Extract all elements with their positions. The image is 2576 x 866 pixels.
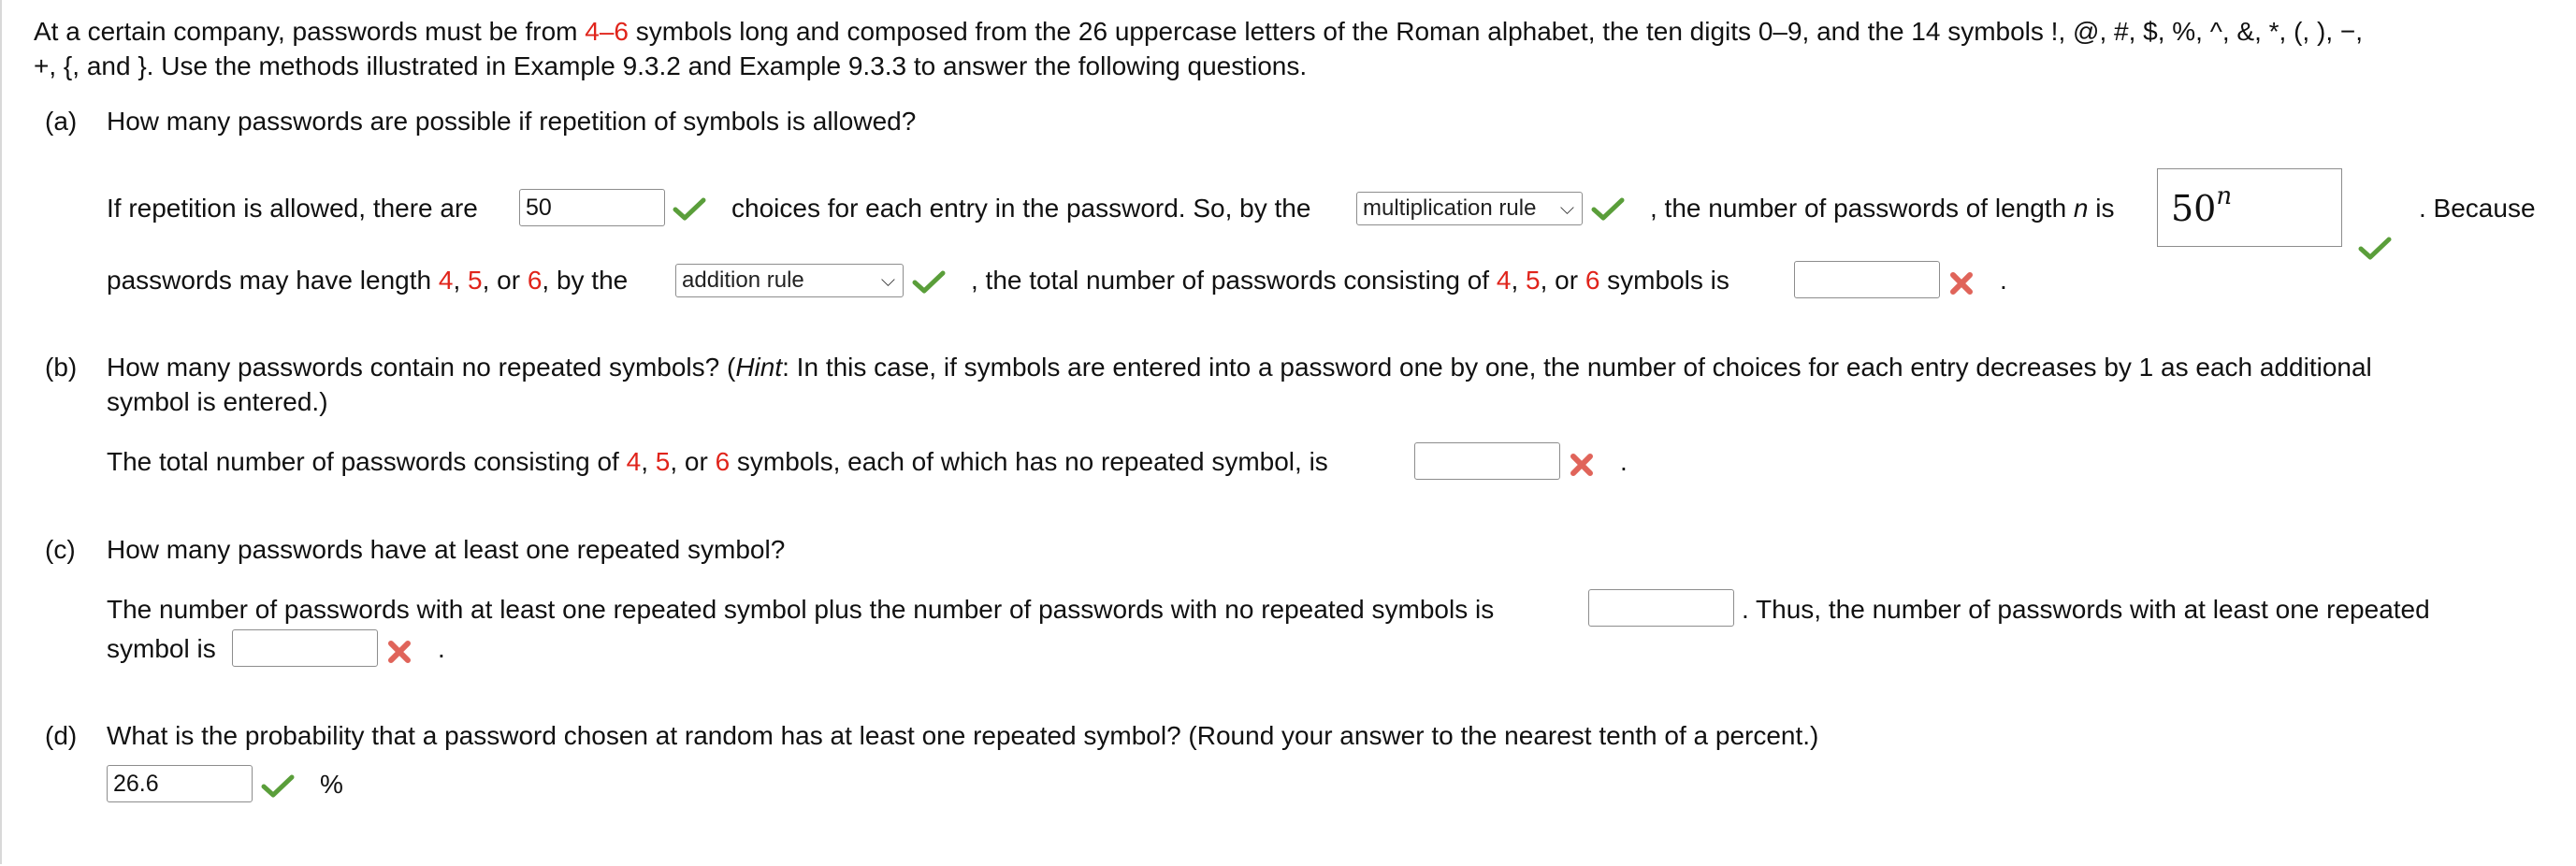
text: The total number of passwords consisting of xyxy=(107,447,627,476)
cross-icon xyxy=(385,638,413,666)
choices-per-entry-input[interactable] xyxy=(519,189,665,226)
text: passwords may have length xyxy=(107,266,439,295)
len-6: 6 xyxy=(1585,266,1600,295)
intro-line-1 xyxy=(34,14,2363,49)
part-c-label: (c) xyxy=(45,535,76,564)
math-expression xyxy=(2171,182,2232,229)
variable-n: n xyxy=(2073,194,2089,223)
counting-rule-select-2[interactable] xyxy=(675,264,904,297)
math-answer-box[interactable] xyxy=(2157,168,2342,247)
len-6: 6 xyxy=(715,447,731,476)
part-d-label: (d) xyxy=(45,721,78,750)
len-4: 4 xyxy=(626,447,642,476)
intro-line-2: +, {, and }. Use the methods illustrated in Example 9.3.2 and Example 9.3.3 to answer the following questions. xyxy=(34,51,1308,80)
select-value: multiplication rule xyxy=(1363,195,1537,221)
text: , or xyxy=(1540,266,1585,295)
text: , or xyxy=(482,266,528,295)
part-a-text-3 xyxy=(1650,194,2115,224)
len-5: 5 xyxy=(1526,266,1541,295)
part-a-label: (a) xyxy=(45,107,78,136)
math-base: 50 xyxy=(2171,188,2217,229)
text: , xyxy=(641,447,656,476)
part-a-text-2: choices for each entry in the password. So, by the xyxy=(731,194,1311,223)
length-range: 4–6 xyxy=(585,17,629,46)
part-b-question-1 xyxy=(107,353,2372,382)
len-4: 4 xyxy=(438,266,454,295)
at-least-one-repeat-input[interactable] xyxy=(232,629,378,667)
problem-intro xyxy=(34,14,2363,83)
check-icon xyxy=(1590,195,1626,223)
text: , or xyxy=(670,447,716,476)
intro-text: At a certain company, passwords must be from xyxy=(34,17,586,46)
chevron-down-icon: ⌵ xyxy=(1559,198,1574,219)
text: symbols is xyxy=(1599,266,1729,295)
counting-rule-select-1[interactable] xyxy=(1356,192,1583,225)
part-c-text-2: . Thus, the number of passwords with at least one repeated xyxy=(1742,595,2430,624)
part-a-text-6 xyxy=(971,266,1729,296)
intro-text: symbols long and composed from the 26 uppercase letters of the Roman alphabet, the ten digits 0–9, and the 14 symbols !, @, #, $, %, ^, &, *, (, ), −, xyxy=(629,17,2364,46)
text: How many passwords contain no repeated symbols? ( xyxy=(107,353,736,382)
text: , the total number of passwords consisting of xyxy=(971,266,1497,295)
part-d-question: What is the probability that a password chosen at random has at least one repeated symbol? (Round your answer to the nearest tenth of a percent.) xyxy=(107,721,1819,750)
chevron-down-icon: ⌵ xyxy=(880,270,895,291)
period: . xyxy=(2000,266,2007,295)
part-c-question: How many passwords have at least one repeated symbol? xyxy=(107,535,786,564)
part-b-label: (b) xyxy=(45,353,78,382)
check-icon xyxy=(2357,234,2393,262)
text: , xyxy=(453,266,468,295)
check-icon xyxy=(672,195,707,223)
sum-input[interactable] xyxy=(1588,589,1734,627)
part-b-text xyxy=(107,447,1328,477)
text: , by the xyxy=(542,266,629,295)
text: is xyxy=(2088,194,2115,223)
len-5: 5 xyxy=(468,266,483,295)
math-exponent: n xyxy=(2216,182,2233,210)
text: , the number of passwords of length xyxy=(1650,194,2074,223)
part-a-text-5 xyxy=(107,266,628,296)
check-icon xyxy=(911,267,947,296)
hint-label: Hint xyxy=(735,353,783,382)
part-a-question: How many passwords are possible if repetition of symbols is allowed? xyxy=(107,107,917,136)
part-c-text-1: The number of passwords with at least one repeated symbol plus the number of passwords with no repeated symbols is xyxy=(107,595,1495,624)
text: , xyxy=(1511,266,1526,295)
check-icon xyxy=(260,772,296,800)
probability-input[interactable] xyxy=(107,765,253,802)
total-passwords-input[interactable] xyxy=(1794,261,1940,298)
cross-icon xyxy=(1947,269,1975,297)
part-b-question-2: symbol is entered.) xyxy=(107,387,328,416)
cross-icon xyxy=(1568,451,1596,479)
len-4: 4 xyxy=(1496,266,1512,295)
no-repeat-total-input[interactable] xyxy=(1414,442,1560,480)
part-c-text-3: symbol is xyxy=(107,634,216,663)
percent-unit: % xyxy=(320,770,343,799)
select-value: addition rule xyxy=(682,267,804,293)
period: . xyxy=(1620,447,1628,476)
part-a-text-4: . Because xyxy=(2419,194,2536,223)
len-6: 6 xyxy=(527,266,543,295)
text: : In this case, if symbols are entered into a password one by one, the number of choices for each entry decreases by 1 as each additional xyxy=(782,353,2372,382)
text: symbols, each of which has no repeated symbol, is xyxy=(730,447,1328,476)
len-5: 5 xyxy=(655,447,671,476)
period: . xyxy=(438,634,445,663)
part-a-text-1: If repetition is allowed, there are xyxy=(107,194,478,223)
